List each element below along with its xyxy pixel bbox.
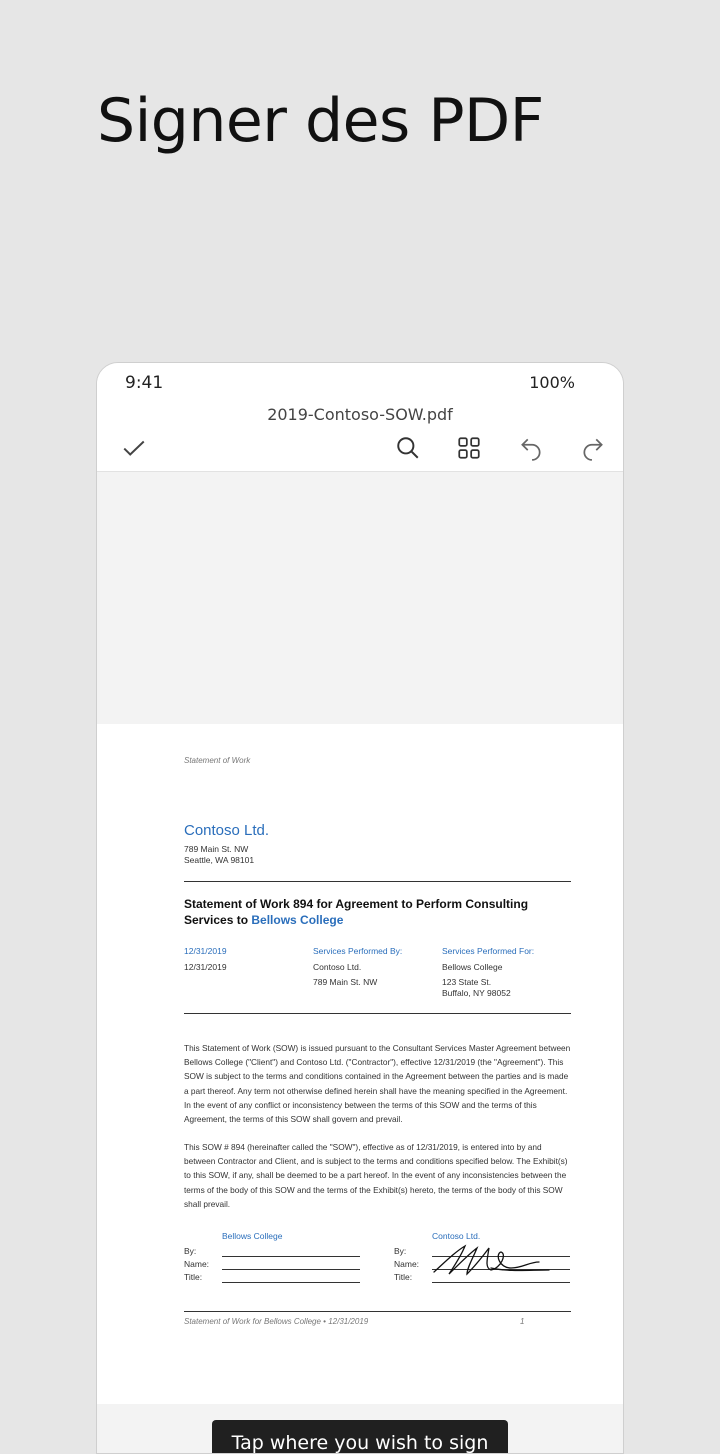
sig-left-title-label: Title: [184, 1272, 203, 1282]
device-frame [96, 362, 624, 1454]
divider [184, 881, 571, 882]
performed-for-line1: Bellows College [442, 962, 503, 972]
doc-header-label: Statement of Work [184, 756, 251, 765]
undo-icon[interactable] [516, 433, 546, 463]
doc-footer: Statement of Work for Bellows College • 12/31/2019 [184, 1317, 369, 1326]
performed-for-line2: 123 State St. [442, 977, 492, 987]
search-icon[interactable] [393, 433, 423, 463]
performed-by-line2: 789 Main St. NW [313, 977, 378, 987]
divider [184, 1013, 571, 1014]
sign-hint-toast: Tap where you wish to sign [212, 1420, 508, 1454]
signature-line[interactable] [432, 1282, 570, 1283]
pdf-page[interactable] [97, 724, 623, 1404]
document-title-client: Bellows College [251, 913, 344, 927]
redo-icon[interactable] [578, 433, 608, 463]
paragraph-2: This SOW # 894 (hereinafter called the "SOW"), effective as of 12/31/2019, is entered into by and between Contractor and Client, and is subject to the terms and conditions specified below. The Exhibit(s) to this SOW, if any, shall be deemed to be a part hereof. In the event of any inconsistencies between the terms of the body of this SOW and the terms of the Exhibit(s) hereto, the terms of the body of this SOW shall prevail. [184, 1142, 568, 1209]
paragraph-1: This Statement of Work (SOW) is issued pursuant to the Consultant Services Master Agreement between Bellows College ("Client") and Contoso Ltd. ("Contractor"), effective 12/31/2019 (the "Agreement"). This SOW is subject to the terms and conditions contained in the Agreement between the parties and is made a part thereof. Any term not otherwise defined herein shall have the meaning specified in the Agreement. In the event of any conflict or inconsistency between the terms of this SOW and the terms of this Agreement, the terms of this SOW shall govern and prevail. [184, 1043, 571, 1125]
document-title-line1: Statement of Work 894 for Agreement to Perform Consulting [184, 897, 529, 911]
document-title-prefix: Services to [184, 913, 252, 927]
checkmark-icon[interactable] [119, 433, 149, 463]
page-number: 1 [520, 1317, 525, 1326]
company-address-line1: 789 Main St. NW [184, 844, 249, 854]
company-address-line2: Seattle, WA 98101 [184, 855, 255, 865]
signature-party-left: Bellows College [222, 1231, 283, 1241]
sig-right-name-label: Name: [394, 1259, 420, 1269]
file-name: 2019-Contoso-SOW.pdf [267, 405, 453, 424]
company-name: Contoso Ltd. [184, 822, 270, 839]
handwritten-signature [431, 1240, 551, 1280]
date-label: 12/31/2019 [184, 946, 227, 956]
performed-by-line1: Contoso Ltd. [313, 962, 362, 972]
status-battery: 100% [529, 373, 575, 392]
document-title [184, 896, 571, 928]
date-value: 12/31/2019 [184, 962, 227, 972]
document-title-line2 [184, 912, 571, 928]
sig-right-title-label: Title: [394, 1272, 413, 1282]
sig-left-name-label: Name: [184, 1259, 210, 1269]
hero-title: Signer des PDF [97, 86, 544, 156]
sig-right-by-label: By: [394, 1246, 407, 1256]
signature-line[interactable] [222, 1256, 360, 1257]
sig-left-by-label: By: [184, 1246, 197, 1256]
document-viewer[interactable] [97, 472, 623, 1454]
performed-for-line3: Buffalo, NY 98052 [442, 988, 511, 998]
performed-by-label: Services Performed By: [313, 946, 403, 956]
app-bar [97, 363, 623, 472]
divider [184, 1311, 571, 1312]
signature-party-right: Contoso Ltd. [432, 1231, 481, 1241]
grid-icon[interactable] [454, 433, 484, 463]
signature-line[interactable] [222, 1269, 360, 1270]
signature-line[interactable] [222, 1282, 360, 1283]
status-time: 9:41 [125, 373, 164, 393]
performed-for-label: Services Performed For: [442, 946, 535, 956]
